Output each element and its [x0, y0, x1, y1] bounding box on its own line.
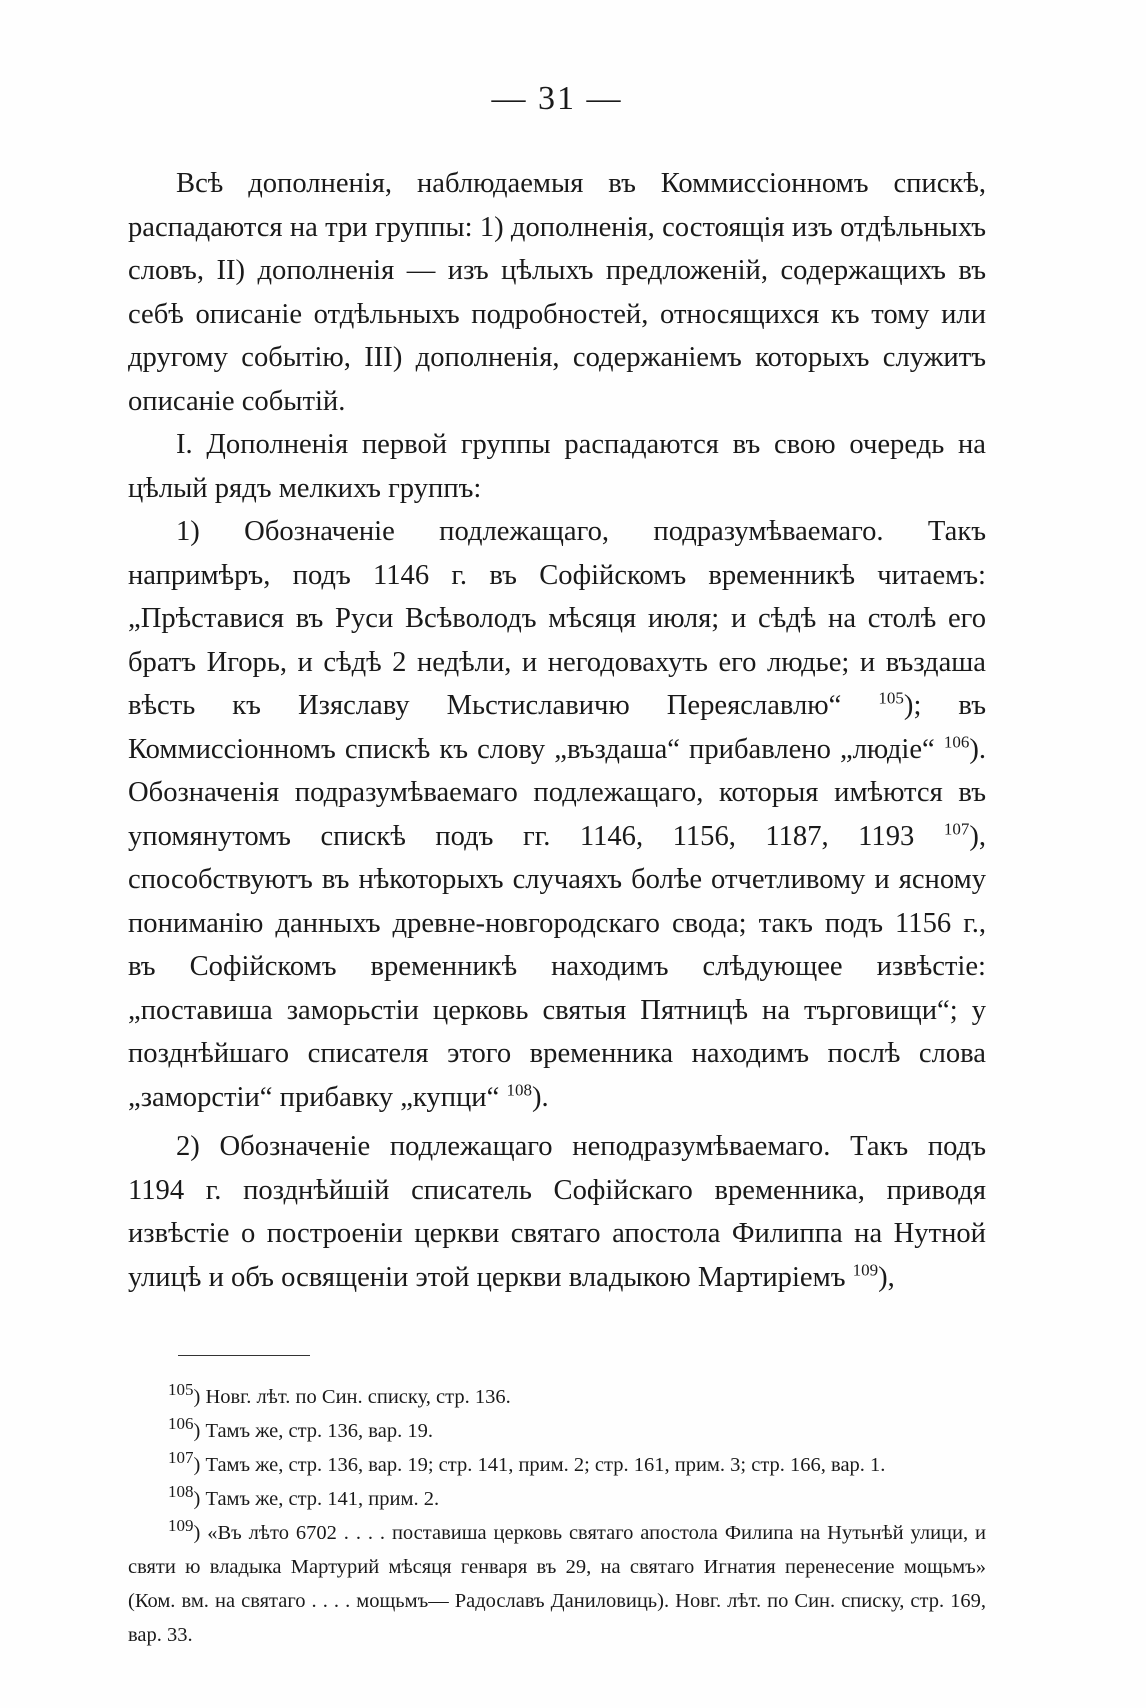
body-text [128, 162, 986, 1299]
paragraph-implied-subject [128, 510, 986, 1119]
paragraph-text: ), способствуютъ въ нѣкоторыхъ случаяхъ болѣе отчетливому и ясному пониманію данныхъ древне-новгородскаго свода; такъ подъ 1156 г., въ Софійскомъ временникѣ находимъ слѣдующее извѣстіе: „поставиша заморьстіи церковь святыя Пятницѣ на търговищи“; у позднѣйшаго списателя этого временника находимъ послѣ слова „заморстіи“ прибавку „купци“ [128, 820, 986, 1113]
paragraph-group-one [128, 423, 986, 510]
footnote [128, 1380, 986, 1414]
footnote-text: ) Новг. лѣт. по Син. списку, стр. 136. [193, 1386, 511, 1408]
paragraph-text: ). [531, 1081, 549, 1113]
page [128, 80, 986, 1652]
footnote-text: ) Тамъ же, стр. 141, прим. 2. [193, 1488, 440, 1510]
footnote [128, 1482, 986, 1516]
paragraph-text: ), [878, 1261, 895, 1293]
paragraph-text: ). Обозначенія подразумѣваемаго подлежащаго, которыя имѣются въ упомянутомъ спискѣ подъ гг. 1146, 1156, 1187, 1193 [128, 733, 986, 852]
footnote-ref[interactable]: 108 [506, 1079, 532, 1099]
footnote-text: ) Тамъ же, стр. 136, вар. 19; стр. 141, прим. 2; стр. 161, прим. 3; стр. 166, вар. 1. [193, 1454, 886, 1476]
footnote [128, 1516, 986, 1652]
paragraph-text: 2) Обозначеніе подлежащаго неподразумѣваемаго. Такъ подъ 1194 г. позднѣйшій списатель Софійскаго временника, приводя извѣстіе о построеніи церкви святаго апостола Филиппа на Нутной улицѣ и объ освященіи этой церкви владыкою Мартиріемъ [128, 1131, 986, 1293]
footnote-divider [178, 1355, 310, 1356]
footnote-text: ) «Въ лѣто 6702 . . . . поставиша церковь святаго апостола Филипа на Нутьнѣй улици, и святи ю владыка Мартурий мѣсяця генваря въ 29, на святаго Игнатия перенесение мощьмъ» (Ком. вм. на святаго . . . . мощьмъ— Радославъ Даниловиць). Новг. лѣт. по Син. списку, стр. 169, вар. 33. [128, 1522, 986, 1646]
paragraph-text: 1) Обозначеніе подлежащаго, подразумѣваемаго. Такъ напримѣръ, подъ 1146 г. въ Софійскомъ временникѣ читаемъ: „Прѣставися въ Руси Всѣволодъ мѣсяця июля; и сѣдѣ на столѣ его братъ Игорь, и сѣдѣ 2 недѣли, и негодовахуть его людье; и въздаша вѣсть къ Изяславу Мьстиславичю Переяславлю“ [128, 516, 986, 721]
footnote-ref[interactable]: 107 [943, 818, 970, 838]
footnotes [128, 1380, 986, 1652]
footnote [128, 1414, 986, 1448]
paragraph-text: I. Дополненія первой группы распадаются въ свою очередь на цѣлый рядъ мелкихъ группъ: [128, 429, 986, 504]
paragraph-intro [128, 162, 986, 423]
footnote-number: 109 [168, 1516, 194, 1536]
footnote-text: ) Тамъ же, стр. 136, вар. 19. [193, 1420, 433, 1442]
footnote-ref[interactable]: 106 [943, 731, 970, 751]
footnote-ref[interactable]: 109 [852, 1259, 879, 1279]
paragraph-text: ); въ Коммиссіонномъ спискѣ къ слову „въздаша“ прибавлено „людіе“ [128, 690, 986, 765]
paragraph-text: Всѣ дополненія, наблюдаемыя въ Коммиссіонномъ спискѣ, распадаются на три группы: 1) дополненія, состоящія изъ отдѣльныхъ словъ, II) дополненія — изъ цѣлыхъ предложеній, содержащихъ въ себѣ описаніе отдѣльныхъ подробностей, относящихся къ тому или другому событію, III) дополненія, содержаніемъ которыхъ служитъ описаніе событій. [128, 168, 986, 417]
footnote-ref[interactable]: 105 [878, 688, 904, 708]
footnote [128, 1448, 986, 1482]
footnote-number: 107 [168, 1448, 194, 1468]
footnote-number: 108 [168, 1482, 194, 1502]
page-number: — 31 — [491, 80, 623, 117]
footnote-number: 106 [168, 1414, 194, 1434]
paragraph-explicit-subject [128, 1125, 986, 1299]
footnote-number: 105 [168, 1380, 194, 1400]
